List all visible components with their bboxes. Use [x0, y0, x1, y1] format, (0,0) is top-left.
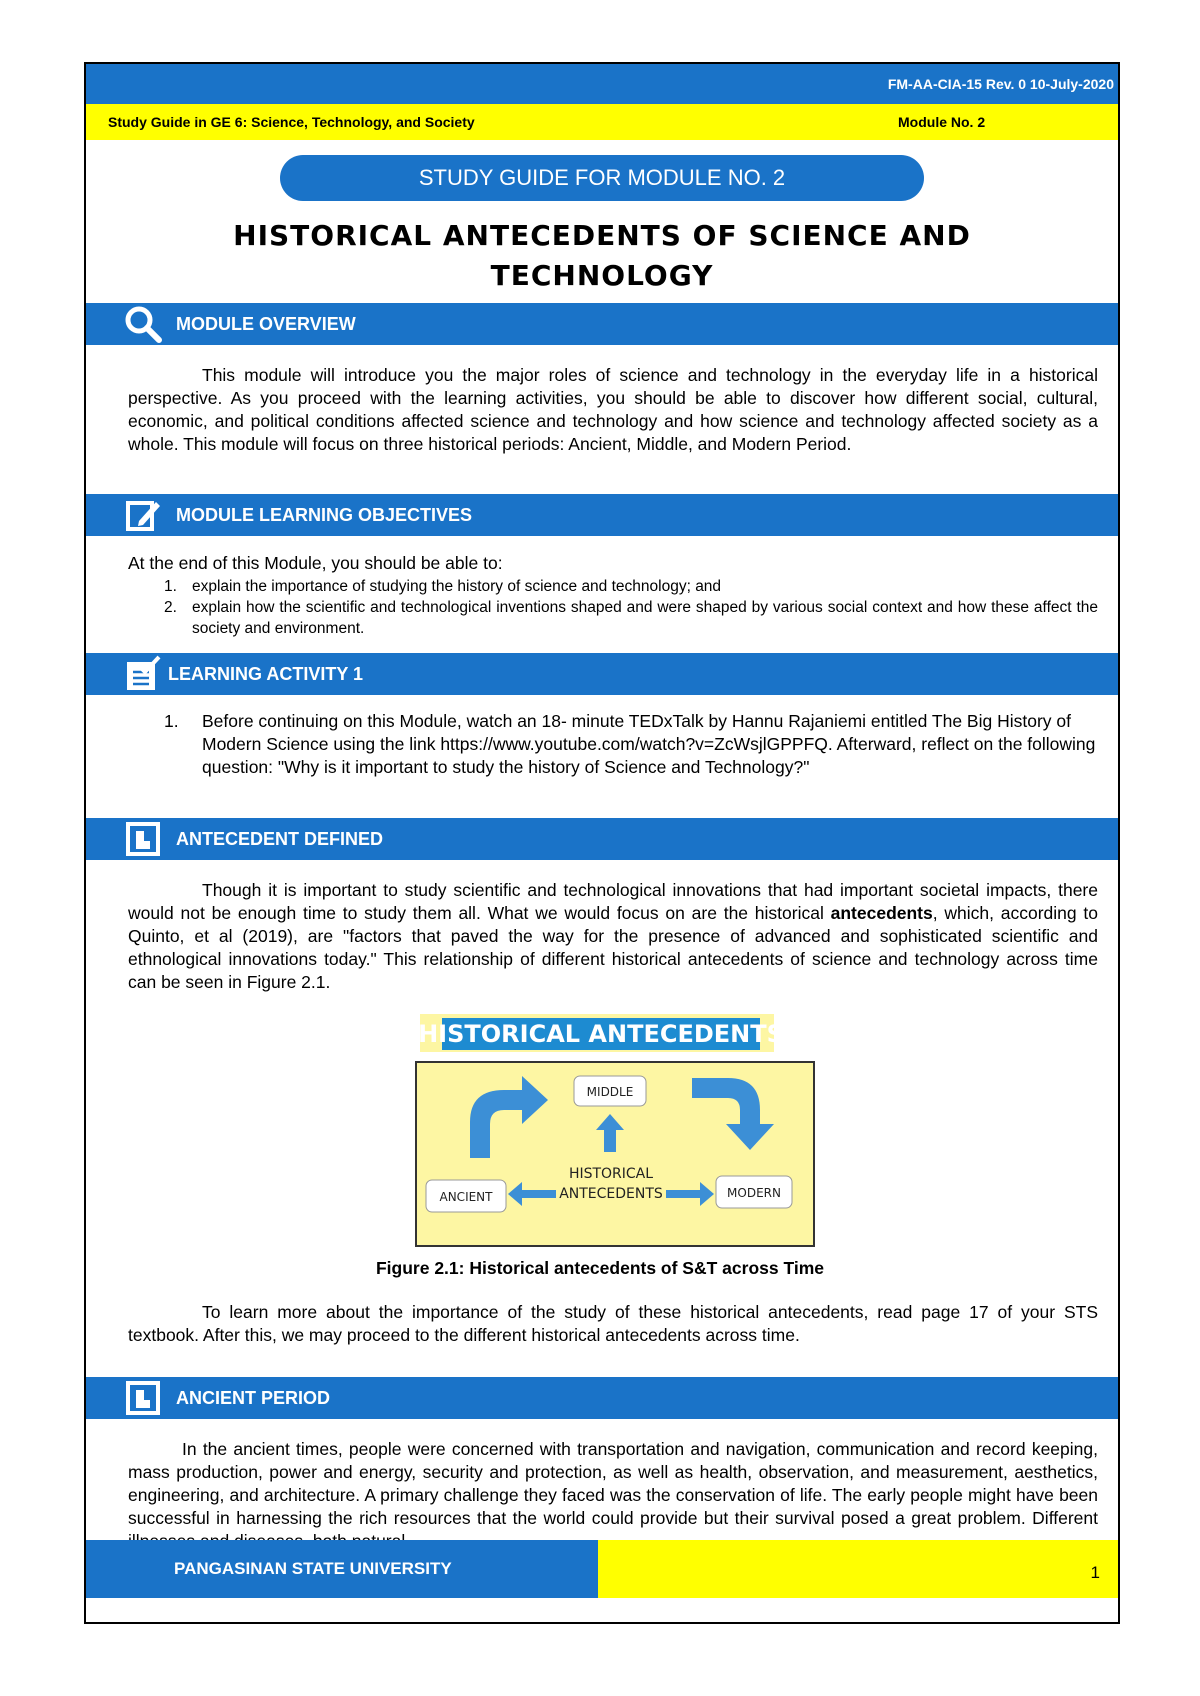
section-heading: MODULE LEARNING OBJECTIVES — [176, 504, 473, 525]
section-heading: ANTECEDENT DEFINED — [176, 828, 384, 849]
modern-label: MODERN — [727, 1186, 781, 1200]
footer-page-area — [598, 1540, 1118, 1598]
after-figure-text: To learn more about the importance of the study of these historical antecedents, read page 17 of your STS textbook. After this, we may proceed to the different historical antecedents across time. — [128, 1302, 1098, 1345]
page-number: 1 — [1090, 1563, 1100, 1582]
list-item: 2. explain how the scientific and technological inventions shaped and were shaped by various social context and how these affect the society and environment. — [164, 599, 1098, 637]
activity-list — [130, 710, 1098, 779]
center-label-1: HISTORICAL — [568, 1166, 654, 1182]
section-antecedent-header — [86, 818, 1118, 860]
section-heading: LEARNING ACTIVITY 1 — [168, 663, 364, 684]
book-icon — [126, 822, 160, 856]
historical-antecedents-figure — [414, 1012, 816, 1248]
section-heading: MODULE OVERVIEW — [176, 313, 356, 334]
bold-term: antecedents — [830, 903, 933, 923]
guide-title: Study Guide in GE 6: Science, Technology, and Society — [108, 114, 475, 130]
section-ancient-header — [86, 1377, 1118, 1419]
checklist-icon — [126, 657, 160, 691]
ancient-label: ANCIENT — [439, 1190, 493, 1204]
middle-label: MIDDLE — [586, 1085, 634, 1099]
section-objectives-header — [86, 494, 1118, 536]
university-name: PANGASINAN STATE UNIVERSITY — [174, 1559, 452, 1578]
list-item: 1. Before continuing on this Module, watch an 18- minute TEDxTalk by Hannu Rajaniemi entitled The Big History of Modern Science using the link https://www.youtube.com/watch?v=ZcWsjlGPPFQ. Afterward, reflect on the following question: "Why is it important to study the history of Science and Technology?" — [164, 711, 1096, 777]
page-title — [120, 216, 1084, 296]
overview-paragraph: This module will introduce you the major roles of science and technology in the everyday life in a historical perspective. As you proceed with the learning activities, you should be able to discover how different social, cultural, economic, and political conditions affected science and technology and how science and technology affected society as a whole. This module will focus on three historical periods: Ancient, Middle, and Modern Period. — [128, 365, 1098, 454]
antecedent-text: Though it is important to study scientific and technological innovations that had important societal impacts, there would not be enough time to study them all. What we would focus on are the historical antecedents, which, according to Quinto, et al (2019), are "factors that paved the way for the presence of advanced and sophisticated scientific and ethnological innovations today." This relationship of different historical antecedents of science and technology across time can be seen in Figure 2.1. — [128, 880, 1098, 992]
pencil-icon — [126, 498, 160, 532]
study-guide-banner: STUDY GUIDE FOR MODULE NO. 2 — [280, 155, 924, 201]
figure-banner: HISTORICAL ANTECEDENTS — [418, 1020, 784, 1048]
title-line-2: TECHNOLOGY — [490, 259, 714, 292]
book-icon — [126, 1381, 160, 1415]
section-overview-header — [86, 303, 1118, 345]
title-line-1: HISTORICAL ANTECEDENTS OF SCIENCE AND — [233, 219, 971, 252]
overview-text — [128, 364, 1098, 456]
section-activity-header — [86, 653, 1118, 695]
objectives-list — [130, 576, 1098, 639]
magnifier-icon — [126, 307, 160, 341]
objectives-lead: At the end of this Module, you should be able to: — [128, 553, 503, 573]
form-code: FM-AA-CIA-15 Rev. 0 10-July-2020 — [887, 76, 1114, 92]
center-label-2: ANTECEDENTS — [559, 1186, 663, 1202]
list-item: 1. explain the importance of studying the history of science and technology; and — [164, 578, 722, 595]
figure-caption: Figure 2.1: Historical antecedents of S&T across Time — [375, 1258, 824, 1278]
module-number: Module No. 2 — [898, 114, 986, 130]
section-heading: ANCIENT PERIOD — [176, 1387, 331, 1408]
ancient-text: In the ancient times, people were concerned with transportation and navigation, communication and record keeping, mass production, power and energy, security and protection, as well as health, observation, and measurement, aesthetics, engineering, and architecture. A primary challenge they faced was the conservation of life. The early people might have been successful in harnessing the rich resources that the world could provide but their survival posed a great problem. Different — [128, 1439, 1098, 1528]
